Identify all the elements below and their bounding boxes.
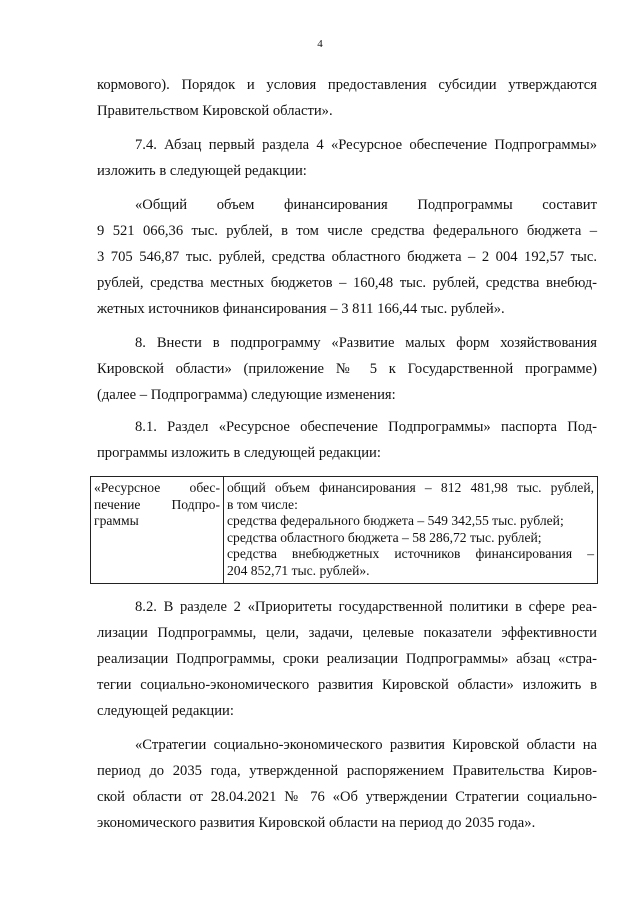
text-line: «Общий объем финансирования Подпрограммы составит (135, 197, 597, 213)
document-body (94, 72, 597, 836)
text-line: ской области от 28.04.2021 № 76 «Об утверждении Стратегии социально- (97, 789, 597, 805)
table-cell-label (91, 477, 224, 584)
text-line: программы изложить в следующей редакции: (97, 445, 381, 461)
cell-line: в том числе: (227, 496, 298, 512)
table-cell-value (224, 477, 598, 584)
text-line: «Стратегии социально-экономического развития Кировской области на (135, 737, 597, 753)
cell-line: 204 852,71 тыс. рублей». (227, 562, 370, 578)
cell-line: «Ресурсное обес- (94, 480, 220, 495)
text-line: тегии социально-экономического развития Кировской области» изложить в (97, 677, 597, 693)
paragraph-7-4 (97, 132, 597, 184)
text-line: 9 521 066,36 тыс. рублей, в том числе средства федерального бюджета – (97, 223, 597, 239)
text-line: 8.1. Раздел «Ресурсное обеспечение Подпрограммы» паспорта Под- (135, 419, 597, 435)
text-line: следующей редакции: (97, 703, 234, 719)
text-line: 7.4. Абзац первый раздела 4 «Ресурсное обеспечение Подпрограммы» (135, 137, 597, 153)
table-row (91, 477, 598, 584)
cell-line: граммы (94, 513, 139, 528)
cell-line: средства федерального бюджета – 549 342,55 тыс. рублей; (227, 513, 564, 528)
resource-table (90, 476, 598, 584)
text-line: период до 2035 года, утвержденной распоряжением Правительства Киров- (97, 763, 597, 779)
text-line: Правительством Кировской области». (97, 103, 333, 119)
text-line: Кировской области» (приложение № 5 к Государственной программе) (97, 361, 597, 377)
paragraph-8 (97, 330, 597, 408)
cell-line: средства внебюджетных источников финансирования – (227, 546, 594, 561)
page-number: 4 (317, 38, 323, 50)
text-line: кормового). Порядок и условия предоставления субсидии утверждаются (97, 77, 597, 93)
text-line: рублей, средства местных бюджетов – 160,48 тыс. рублей, средства внебюд- (97, 275, 597, 291)
cell-line: средства областного бюджета – 58 286,72 тыс. рублей; (227, 529, 542, 545)
cell-line: печение Подпро- (94, 496, 220, 512)
text-line: 3 705 546,87 тыс. рублей, средства областного бюджета – 2 004 192,57 тыс. (97, 249, 597, 265)
text-line: лизации Подпрограммы, цели, задачи, целевые показатели эффективности (97, 625, 597, 641)
paragraph-quote-financing (97, 192, 597, 322)
text-line: (далее – Подпрограмма) следующие изменения: (97, 387, 396, 403)
paragraph-8-1 (97, 414, 597, 466)
paragraph-quote-strategy (97, 732, 597, 836)
text-line: экономического развития Кировской области на период до 2035 года». (97, 815, 536, 831)
paragraph-continuation (97, 72, 597, 124)
text-line: 8.2. В разделе 2 «Приоритеты государственной политики в сфере реа- (135, 599, 597, 615)
text-line: изложить в следующей редакции: (97, 163, 307, 179)
text-line: 8. Внести в подпрограмму «Развитие малых форм хозяйствования (135, 335, 597, 351)
text-line: реализации Подпрограммы, сроки реализации Подпрограммы» абзац «стра- (97, 651, 597, 667)
paragraph-8-2 (97, 594, 597, 724)
text-line: жетных источников финансирования – 3 811 166,44 тыс. рублей». (97, 301, 505, 317)
cell-line: общий объем финансирования – 812 481,98 тыс. рублей, (227, 480, 594, 495)
